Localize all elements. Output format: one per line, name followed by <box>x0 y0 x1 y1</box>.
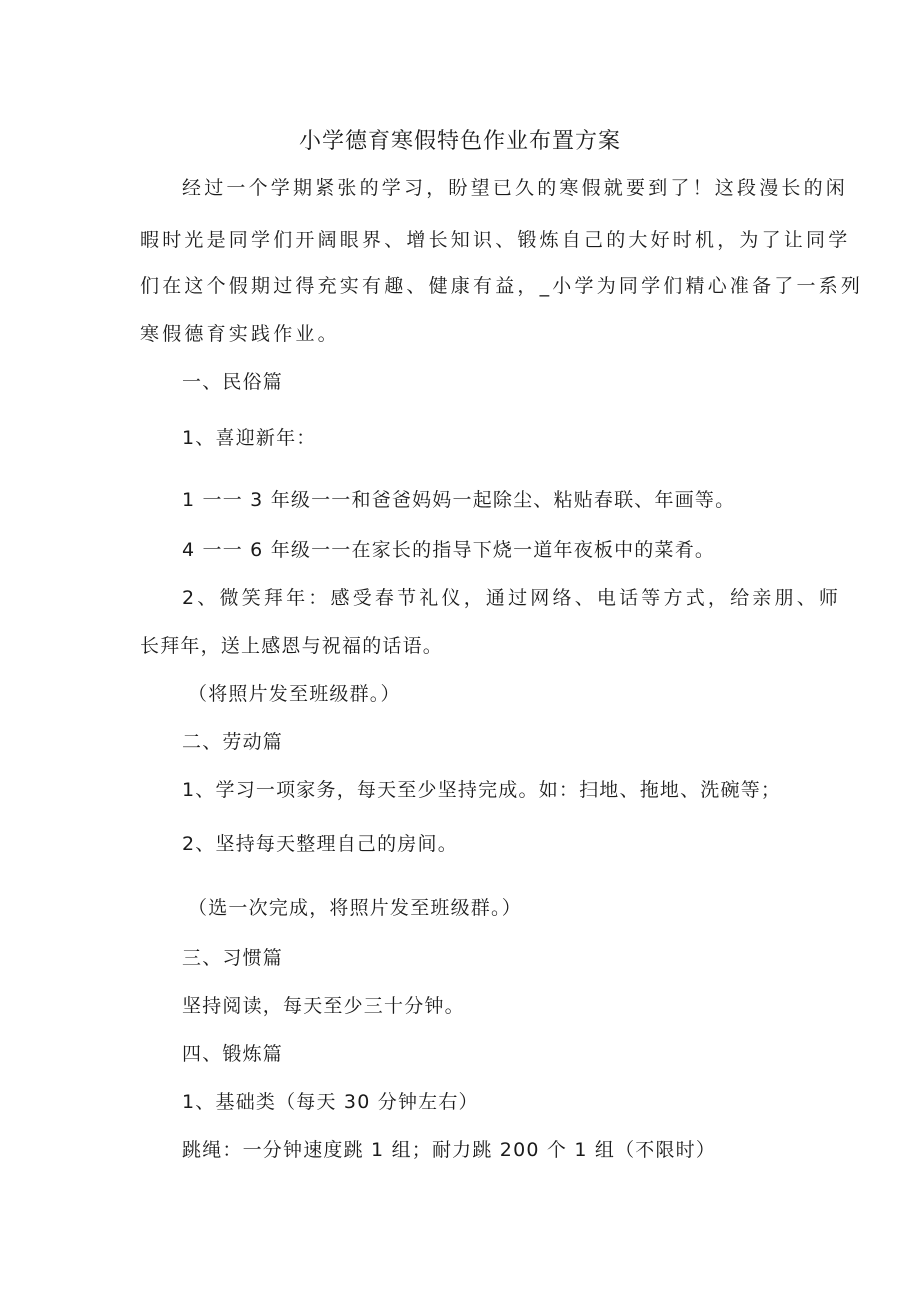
labor-item-chore: 1、学习一项家务，每天至少坚持完成。如：扫地、拖地、洗碗等； <box>182 779 782 801</box>
folk-item-greeting-line-2: 长拜年，送上感恩与祝福的话语。 <box>140 635 444 657</box>
habit-item-reading: 坚持阅读，每天至少三十分钟。 <box>182 995 465 1017</box>
intro-line-4: 寒假德育实践作业。 <box>140 323 340 345</box>
intro-line-2: 暇时光是同学们开阔眼界、增长知识、锻炼自己的大好时机，为了让同学 <box>140 229 851 251</box>
section-heading-exercise: 四、锻炼篇 <box>182 1043 284 1065</box>
section-heading-habit: 三、习惯篇 <box>182 947 284 969</box>
exercise-item-basic: 1、基础类（每天 30 分钟左右） <box>182 1091 479 1113</box>
exercise-item-rope: 跳绳：一分钟速度跳 1 组；耐力跳 200 个 1 组（不限时） <box>182 1139 717 1161</box>
folk-item-new-year: 1、喜迎新年： <box>182 427 317 449</box>
intro-line-3: 们在这个假期过得充实有趣、健康有益，_小学为同学们精心准备了一系列 <box>140 275 864 297</box>
section-heading-labor: 二、劳动篇 <box>182 731 284 753</box>
document-title: 小学德育寒假特色作业布置方案 <box>298 129 621 154</box>
folk-item-grade-1-3: 1 一一 3 年级一一和爸爸妈妈一起除尘、粘贴春联、年画等。 <box>182 489 736 511</box>
intro-line-1: 经过一个学期紧张的学习，盼望已久的寒假就要到了！这段漫长的闲 <box>182 177 849 199</box>
folk-item-greeting-line-1: 2、微笑拜年：感受春节礼仪，通过网络、电话等方式，给亲朋、师 <box>182 587 842 609</box>
section-heading-folk: 一、民俗篇 <box>182 371 284 393</box>
labor-item-room: 2、坚持每天整理自己的房间。 <box>182 833 458 855</box>
labor-note: （选一次完成，将照片发至班级群。） <box>188 897 522 919</box>
folk-note: （将照片发至班级群。） <box>188 683 401 705</box>
folk-item-grade-4-6: 4 一一 6 年级一一在家长的指导下烧一道年夜板中的菜肴。 <box>182 539 716 561</box>
